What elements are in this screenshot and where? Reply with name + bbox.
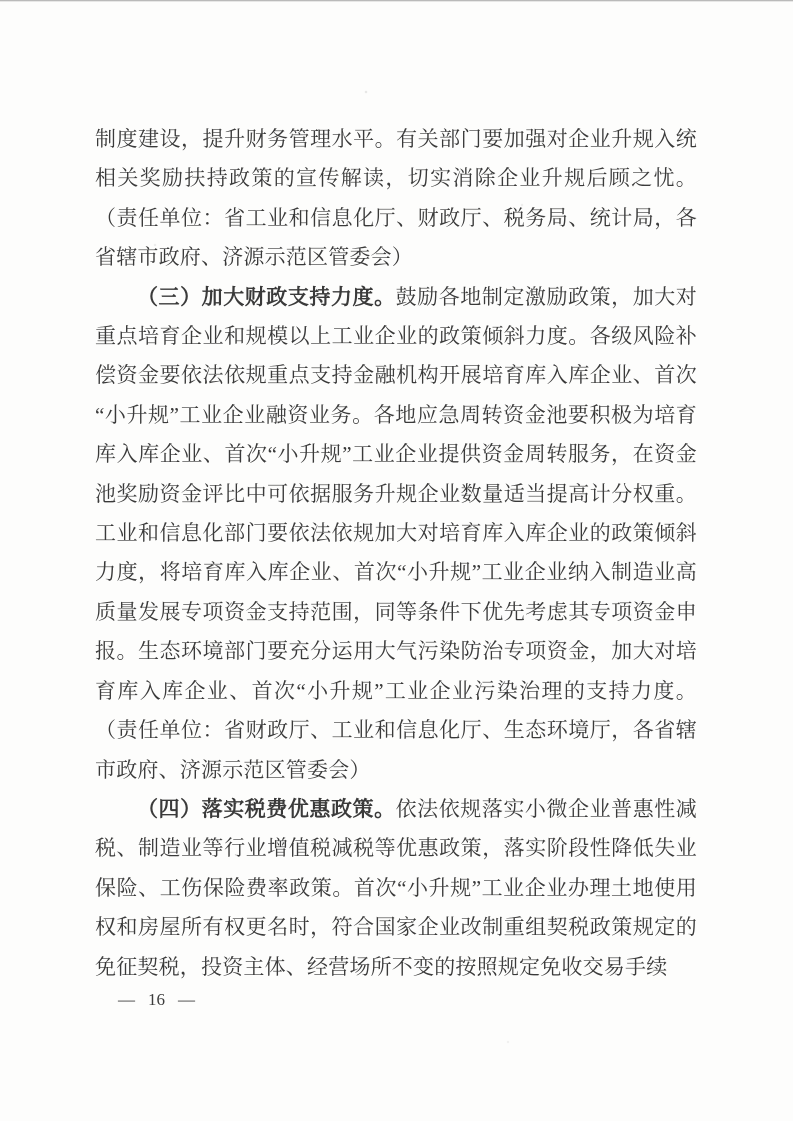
paragraph-text-run: 鼓励各地制定激励政策，加大对重点培育企业和规模以上工业企业的政策倾斜力度。各级风险补偿资金要依法依规重点支持金融机构开展培育库入库企业、首次“小升规”工业企业融资业务。各地应急周转资金池要积极为培育库入库企业、首次“小升规”工业企业提供资金周转服务，在资金池奖励资金评比中可依据服务升规企业数量适当提高计分权重。工业和信息化部门要依法依规加大对培育库入库企业的政策倾斜力度，将培育库入库企业、首次“小升规”工业企业纳入制造业高质量发展专项资金支持范围，同等条件下优先考虑其专项资金申报。生态环境部门要充分运用大气污染防治专项资金，加大对培育库入库企业、首次“小升规”工业企业污染治理的支持力度。（责任单位：省财政厅、工业和信息化厅、生态环境厅，各省辖市政府、济源示范区管委会） [95,284,697,782]
paragraph [95,790,697,987]
footer-dash-right: — [178,990,195,1009]
paragraph-text-run: 制度建设，提升财务管理水平。有关部门要加强对企业升规入统相关奖励扶持政策的宣传解读，切实消除企业升规后顾之忧。（责任单位：省工业和信息化厅、财政厅、税务局、统计局，各省辖市政府、济源示范区管委会） [95,127,697,270]
scan-edge-artifact [0,0,793,2]
paragraph [95,120,697,278]
paragraph-text-run: 依法依规落实小微企业普惠性减税、制造业等行业增值税减税等优惠政策，落实阶段性降低失业保险、工伤保险费率政策。首次“小升规”工业企业办理土地使用权和房屋所有权更名时，符合国家企业改制重组契税政策规定的免征契税，投资主体、经营场所不变的按照规定免收交易手续 [95,796,697,979]
page-number: 16 [148,990,165,1009]
paragraph [95,278,697,790]
page-footer [118,990,195,1010]
footer-dash-left: — [118,990,135,1009]
document-body [95,120,697,987]
paragraph-heading-run: （四）落实税费优惠政策。 [137,796,396,821]
paragraph-heading-run: （三）加大财政支持力度。 [137,284,396,309]
